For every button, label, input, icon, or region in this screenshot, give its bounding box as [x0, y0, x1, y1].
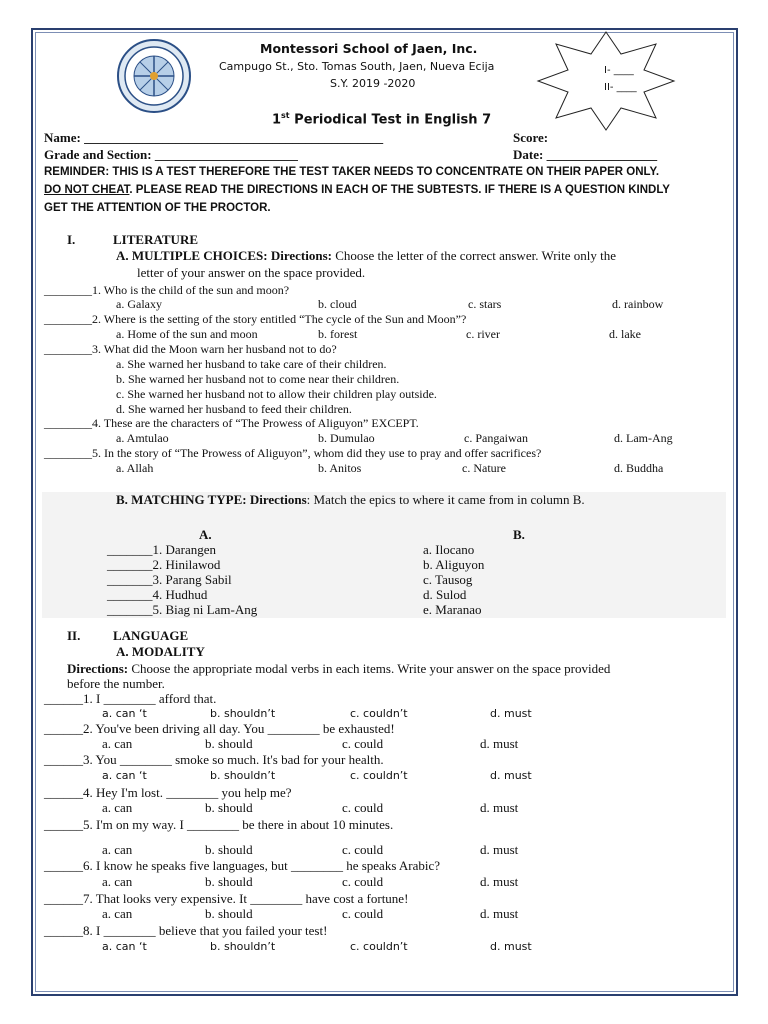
mc-option: a. She warned her husband to take care of their children. [116, 357, 387, 371]
modal-question-7: ______7. That looks very expensive. It ________ have cost a fortune! [44, 891, 409, 906]
match-item-a: _______1. Darangen [107, 542, 217, 557]
modal-option: a. can [102, 736, 133, 751]
modal-option: b. shouldn’t [210, 940, 276, 953]
mc-option: c. Nature [462, 461, 506, 475]
modal-option: a. can [102, 800, 133, 815]
mc-option: c. Pangaiwan [464, 431, 528, 445]
test-title-text: Periodical Test in English 7 [289, 112, 492, 128]
mc-option: d. She warned her husband to feed their children. [116, 402, 352, 416]
score-part-1: I- ____ [604, 65, 634, 76]
mc-option: b. Anitos [318, 461, 362, 475]
modal-option: b. shouldn’t [210, 769, 276, 782]
mc-option: a. Amtulao [116, 431, 169, 445]
section-a-dir-1: Choose the letter of the correct answer. Write only the [331, 248, 617, 263]
mc-option: b. forest [318, 327, 358, 341]
match-item-a: _______4. Hudhud [107, 587, 208, 602]
modality-dir-text: Choose the appropriate modal verbs in each items. Write your answer on the space provided [128, 661, 611, 676]
modal-option: b. should [205, 800, 253, 815]
test-ordinal: 1 [272, 112, 282, 128]
modal-option: d. must [490, 707, 532, 720]
match-item-a: _______2. Hinilawod [107, 557, 221, 572]
modal-option: a. can [102, 874, 133, 889]
reminder-line-1: REMINDER: THIS IS A TEST THEREFORE THE TEST TAKER NEEDS TO CONCENTRATE ON THEIR PAPER ONLY. [44, 166, 660, 178]
mc-option: d. Buddha [614, 461, 664, 475]
modal-option: d. must [480, 800, 519, 815]
modal-option: c. could [342, 842, 384, 857]
modal-option: c. couldn’t [350, 769, 408, 782]
modal-option: b. should [205, 842, 253, 857]
match-item-a: _______5. Biag ni Lam-Ang [107, 602, 258, 617]
mc-option: b. She warned her husband not to come near their children. [116, 372, 400, 386]
school-seal-logo [116, 38, 192, 114]
modality-header: A. MODALITY [116, 644, 205, 659]
score-star-box [536, 30, 676, 132]
mc-question-5: ________5. In the story of “The Prowess of Aliguyon”, whom did they use to pray and offer sacrifices? [44, 446, 542, 460]
match-item-b: b. Aliguyon [423, 557, 485, 572]
modality-directions [67, 661, 610, 677]
modal-option: a. can ‘t [102, 769, 147, 782]
modal-option: a. can ‘t [102, 940, 147, 953]
modal-option: d. must [490, 769, 532, 782]
column-b-header: B. [513, 527, 525, 542]
part-1-title: LITERATURE [113, 232, 199, 247]
modal-option: a. can [102, 842, 133, 857]
reminder-line-3: GET THE ATTENTION OF THE PROCTOR. [44, 202, 271, 214]
modal-question-4: ______4. Hey I'm lost. ________ you help me? [44, 785, 292, 800]
modal-question-5: ______5. I'm on my way. I ________ be there in about 10 minutes. [44, 817, 394, 832]
modal-option: b. should [205, 736, 253, 751]
modal-question-1: ______1. I ________ afford that. [44, 691, 217, 706]
school-name: Montessori School of Jaen, Inc. [260, 41, 478, 56]
mc-option: b. cloud [318, 297, 357, 311]
mc-option: d. lake [609, 327, 641, 341]
mc-option: b. Dumulao [318, 431, 375, 445]
column-a-header: A. [199, 527, 212, 542]
reminder-line-2-rest: . PLEASE READ THE DIRECTIONS IN EACH OF THE SUBTESTS. IF THERE IS A QUESTION KINDLY [129, 184, 670, 196]
modality-dir-text-2: before the number. [67, 676, 165, 691]
modal-option: b. shouldn’t [210, 707, 276, 720]
section-a-dir-2: letter of your answer on the space provided. [137, 265, 366, 280]
modal-option: a. can [102, 906, 133, 921]
modal-option: d. must [480, 842, 519, 857]
test-title [272, 111, 491, 127]
section-a-label: A. MULTIPLE CHOICES: Directions: [116, 248, 332, 263]
section-b-label: B. MATCHING TYPE: Directions [116, 492, 307, 507]
score-part-2: II- ____ [604, 82, 637, 93]
grade-section-field[interactable]: Grade and Section: ______________________ [44, 147, 298, 162]
match-item-b: e. Maranao [423, 602, 482, 617]
mc-option: d. rainbow [612, 297, 664, 311]
mc-question-4: ________4. These are the characters of “The Prowess of Aliguyon” EXCEPT. [44, 416, 419, 430]
mc-question-3: ________3. What did the Moon warn her husband not to do? [44, 342, 337, 356]
modal-option: c. could [342, 800, 384, 815]
modal-option: d. must [480, 736, 519, 751]
modal-option: c. could [342, 736, 384, 751]
date-field[interactable]: Date: _________________ [513, 147, 658, 162]
section-b-dir: : Match the epics to where it came from in column B. [306, 492, 585, 507]
modal-option: c. couldn’t [350, 940, 408, 953]
section-b-directions [116, 492, 585, 508]
match-item-b: c. Tausog [423, 572, 473, 587]
modal-option: b. should [205, 874, 253, 889]
match-item-a: _______3. Parang Sabil [107, 572, 232, 587]
modal-option: d. must [490, 940, 532, 953]
section-a-directions [116, 248, 616, 264]
mc-option: a. Galaxy [116, 297, 162, 311]
mc-option: c. She warned her husband not to allow their children play outside. [116, 387, 437, 401]
mc-option: d. Lam-Ang [614, 431, 673, 445]
mc-option: c. river [466, 327, 500, 341]
part-1-number: I. [67, 232, 76, 247]
part-2-title: LANGUAGE [113, 628, 189, 643]
modal-question-6: ______6. I know he speaks five languages, but ________ he speaks Arabic? [44, 858, 441, 873]
modal-option: d. must [480, 906, 519, 921]
do-not-cheat: DO NOT CHEAT [44, 184, 130, 196]
modal-option: c. could [342, 906, 384, 921]
match-item-b: d. Sulod [423, 587, 467, 602]
mc-question-1: ________1. Who is the child of the sun and moon? [44, 283, 290, 297]
modal-option: d. must [480, 874, 519, 889]
reminder-line-2 [44, 184, 670, 196]
modal-question-2: ______2. You've been driving all day. You ________ be exhausted! [44, 721, 395, 736]
mc-option: c. stars [468, 297, 502, 311]
modality-dir-label: Directions: [67, 661, 129, 676]
modal-question-8: ______8. I ________ believe that you failed your test! [44, 923, 328, 938]
score-field[interactable]: Score: [513, 130, 549, 145]
school-year: S.Y. 2019 -2020 [330, 77, 416, 90]
test-ordinal-suffix: st [281, 111, 290, 120]
modal-question-3: ______3. You ________ smoke so much. It's bad for your health. [44, 752, 384, 767]
part-2-number: II. [67, 628, 81, 643]
match-item-b: a. Ilocano [423, 542, 475, 557]
name-field[interactable]: Name: ______________________________________________ [44, 130, 384, 145]
modal-option: c. could [342, 874, 384, 889]
modal-option: a. can ‘t [102, 707, 147, 720]
school-address: Campugo St., Sto. Tomas South, Jaen, Nueva Ecija [219, 60, 495, 73]
mc-option: a. Home of the sun and moon [116, 327, 258, 341]
mc-question-2: ________2. Where is the setting of the story entitled “The cycle of the Sun and Moon”? [44, 312, 467, 326]
modal-option: c. couldn’t [350, 707, 408, 720]
modal-option: b. should [205, 906, 253, 921]
mc-option: a. Allah [116, 461, 154, 475]
